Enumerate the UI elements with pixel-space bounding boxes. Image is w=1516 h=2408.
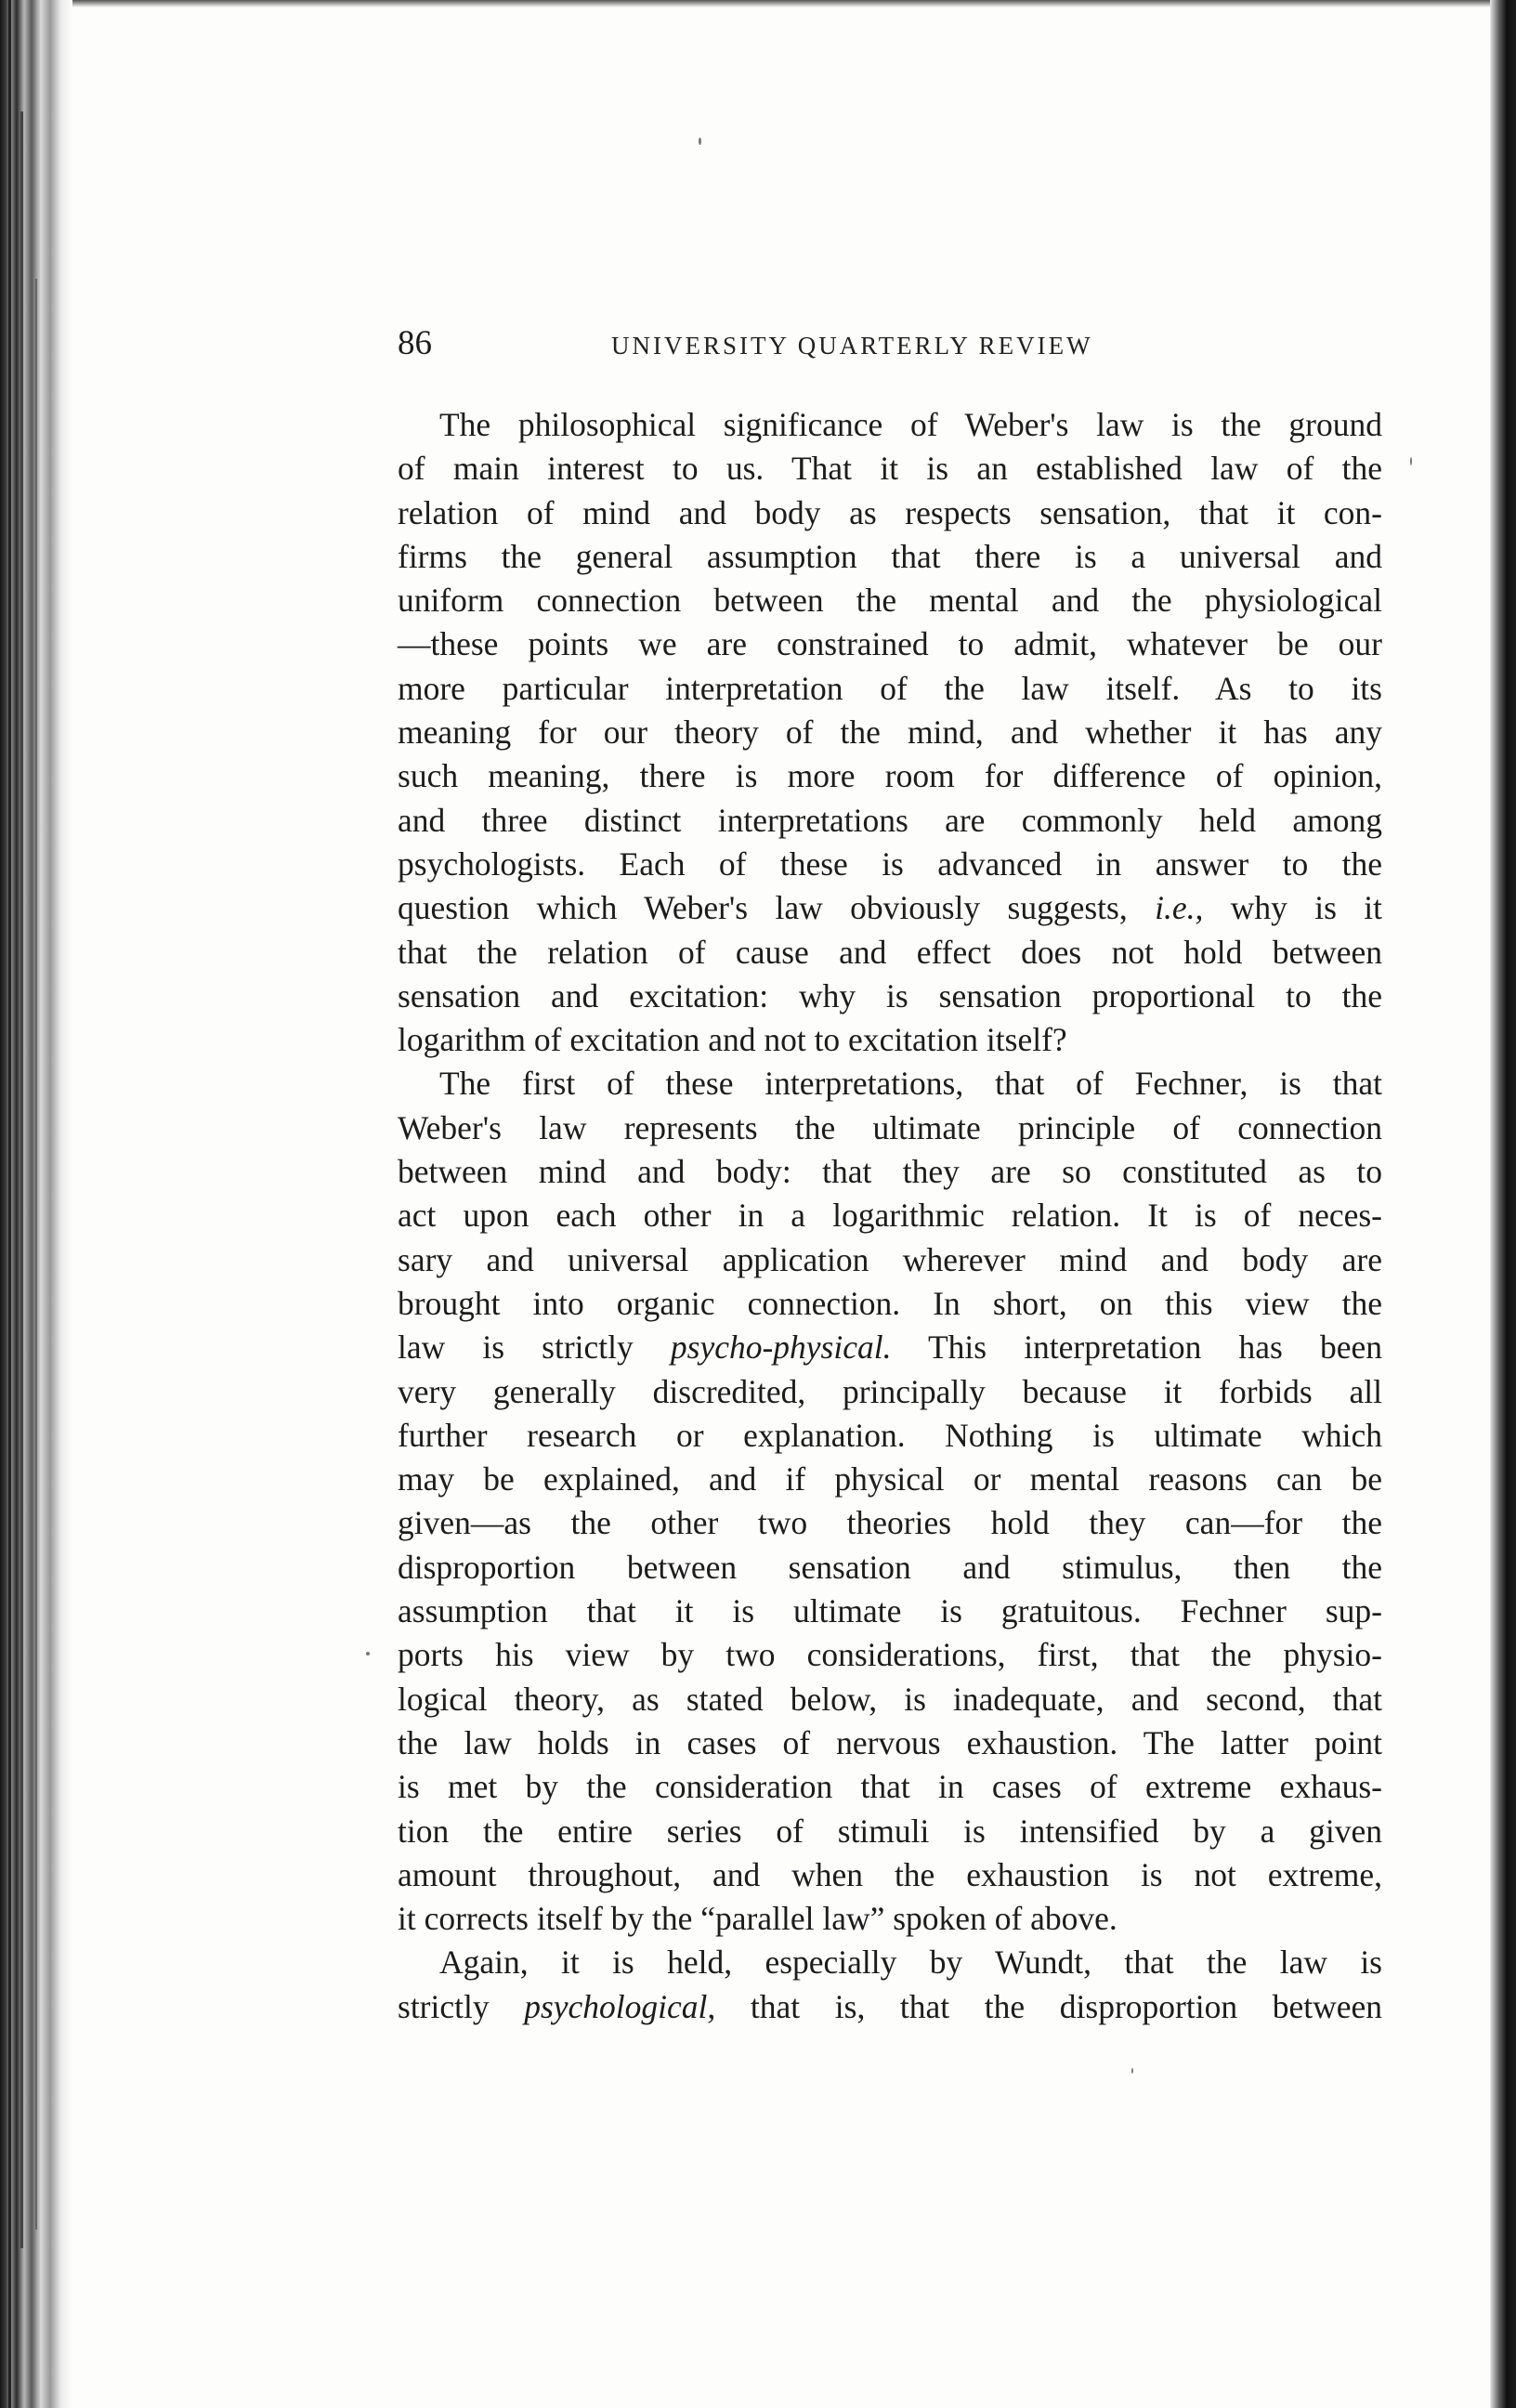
italic-term: psychological, [524,1987,716,2025]
binding-shadow-line [8,0,11,2408]
scan-speck [366,1652,370,1656]
text-line: law is strictly psycho-physical. This interpretation has been [398,1328,1382,1367]
text-line: that the relation of cause and effect does not hold between [398,933,1382,971]
text-line: is met by the consideration that in cases of extreme exhaus- [398,1768,1382,1806]
page-right-edge [1490,0,1516,2408]
text-line: may be explained, and if physical or mental reasons can be [398,1460,1382,1498]
text-line: psychologists. Each of these is advanced in answer to the [398,844,1382,883]
text-line: sary and universal application wherever mind and body are [398,1240,1382,1278]
text-line: strictly psychological, that is, that the disproportion between [398,1987,1382,2025]
text-line: logarithm of excitation and not to excitation itself? [398,1021,1067,1059]
page-number: 86 [398,324,432,362]
text-line: meaning for our theory of the mind, and whether it has any [398,713,1382,752]
paragraph-2 [398,1062,1382,1941]
text-line: further research or explanation. Nothing is ultimate which [398,1416,1382,1454]
text-line: disproportion between sensation and stimulus, then the [398,1548,1382,1586]
text-line: logical theory, as stated below, is inadequate, and second, that [398,1680,1382,1718]
text-line: firms the general assumption that there is a universal and [398,537,1382,575]
page-top-edge [0,0,1516,7]
text-line: the law holds in cases of nervous exhaustion. The latter point [398,1723,1382,1761]
running-head: UNIVERSITY QUARTERLY REVIEW [611,332,1093,360]
paragraph-3 [398,1941,1382,2029]
binding-shadow-line [35,279,37,2230]
scan-speck [1410,457,1412,465]
text-line: question which Weber's law obviously suggests, i.e., why is it [398,889,1382,927]
italic-term: i.e., [1155,889,1204,927]
text-line: given—as the other two theories hold they can—for the [398,1504,1382,1542]
page-header [398,321,1382,367]
body-text [398,403,1382,2029]
text-line: tion the entire series of stimuli is intensified by a given [398,1812,1382,1850]
text-line: sensation and excitation: why is sensation proportional to the [398,976,1382,1014]
text-line: uniform connection between the mental and the physiological [398,582,1382,620]
text-line: and three distinct interpretations are commonly held among [398,801,1382,839]
text-line: of main interest to us. That it is an established law of the [398,450,1382,488]
italic-term: psycho-physical. [670,1328,892,1367]
text-line: assumption that it is ultimate is gratuitous. Fechner sup- [398,1592,1382,1630]
text-line: brought into organic connection. In short, on this view the [398,1284,1382,1322]
paragraph-1 [398,403,1382,1062]
binding-shadow-line [20,111,23,2248]
text-line: Again, it is held, especially by Wundt, that the law is [439,1943,1382,1982]
text-line: ports his view by two considerations, first, that the physio- [398,1636,1382,1674]
text-line: such meaning, there is more room for difference of opinion, [398,757,1382,795]
text-line: it corrects itself by the “parallel law” spoken of above. [398,1900,1117,1938]
scan-speck [1131,2068,1133,2074]
text-line: between mind and body: that they are so constituted as to [398,1153,1382,1191]
scan-speck [699,137,701,145]
text-line: more particular interpretation of the law itself. As to its [398,669,1382,707]
text-line: Weber's law represents the ultimate principle of connection [398,1108,1382,1146]
text-line: very generally discredited, principally because it forbids all [398,1372,1382,1410]
text-line: relation of mind and body as respects sensation, that it con- [398,493,1382,531]
text-line: act upon each other in a logarithmic relation. It is of neces- [398,1197,1382,1235]
text-line: The first of these interpretations, that of Fechner, is that [439,1065,1382,1103]
text-line: —these points we are constrained to admit, whatever be our [398,625,1382,663]
text-line: The philosophical significance of Weber's law is the ground [439,406,1382,443]
text-line: amount throughout, and when the exhaustion is not extreme, [398,1855,1382,1893]
